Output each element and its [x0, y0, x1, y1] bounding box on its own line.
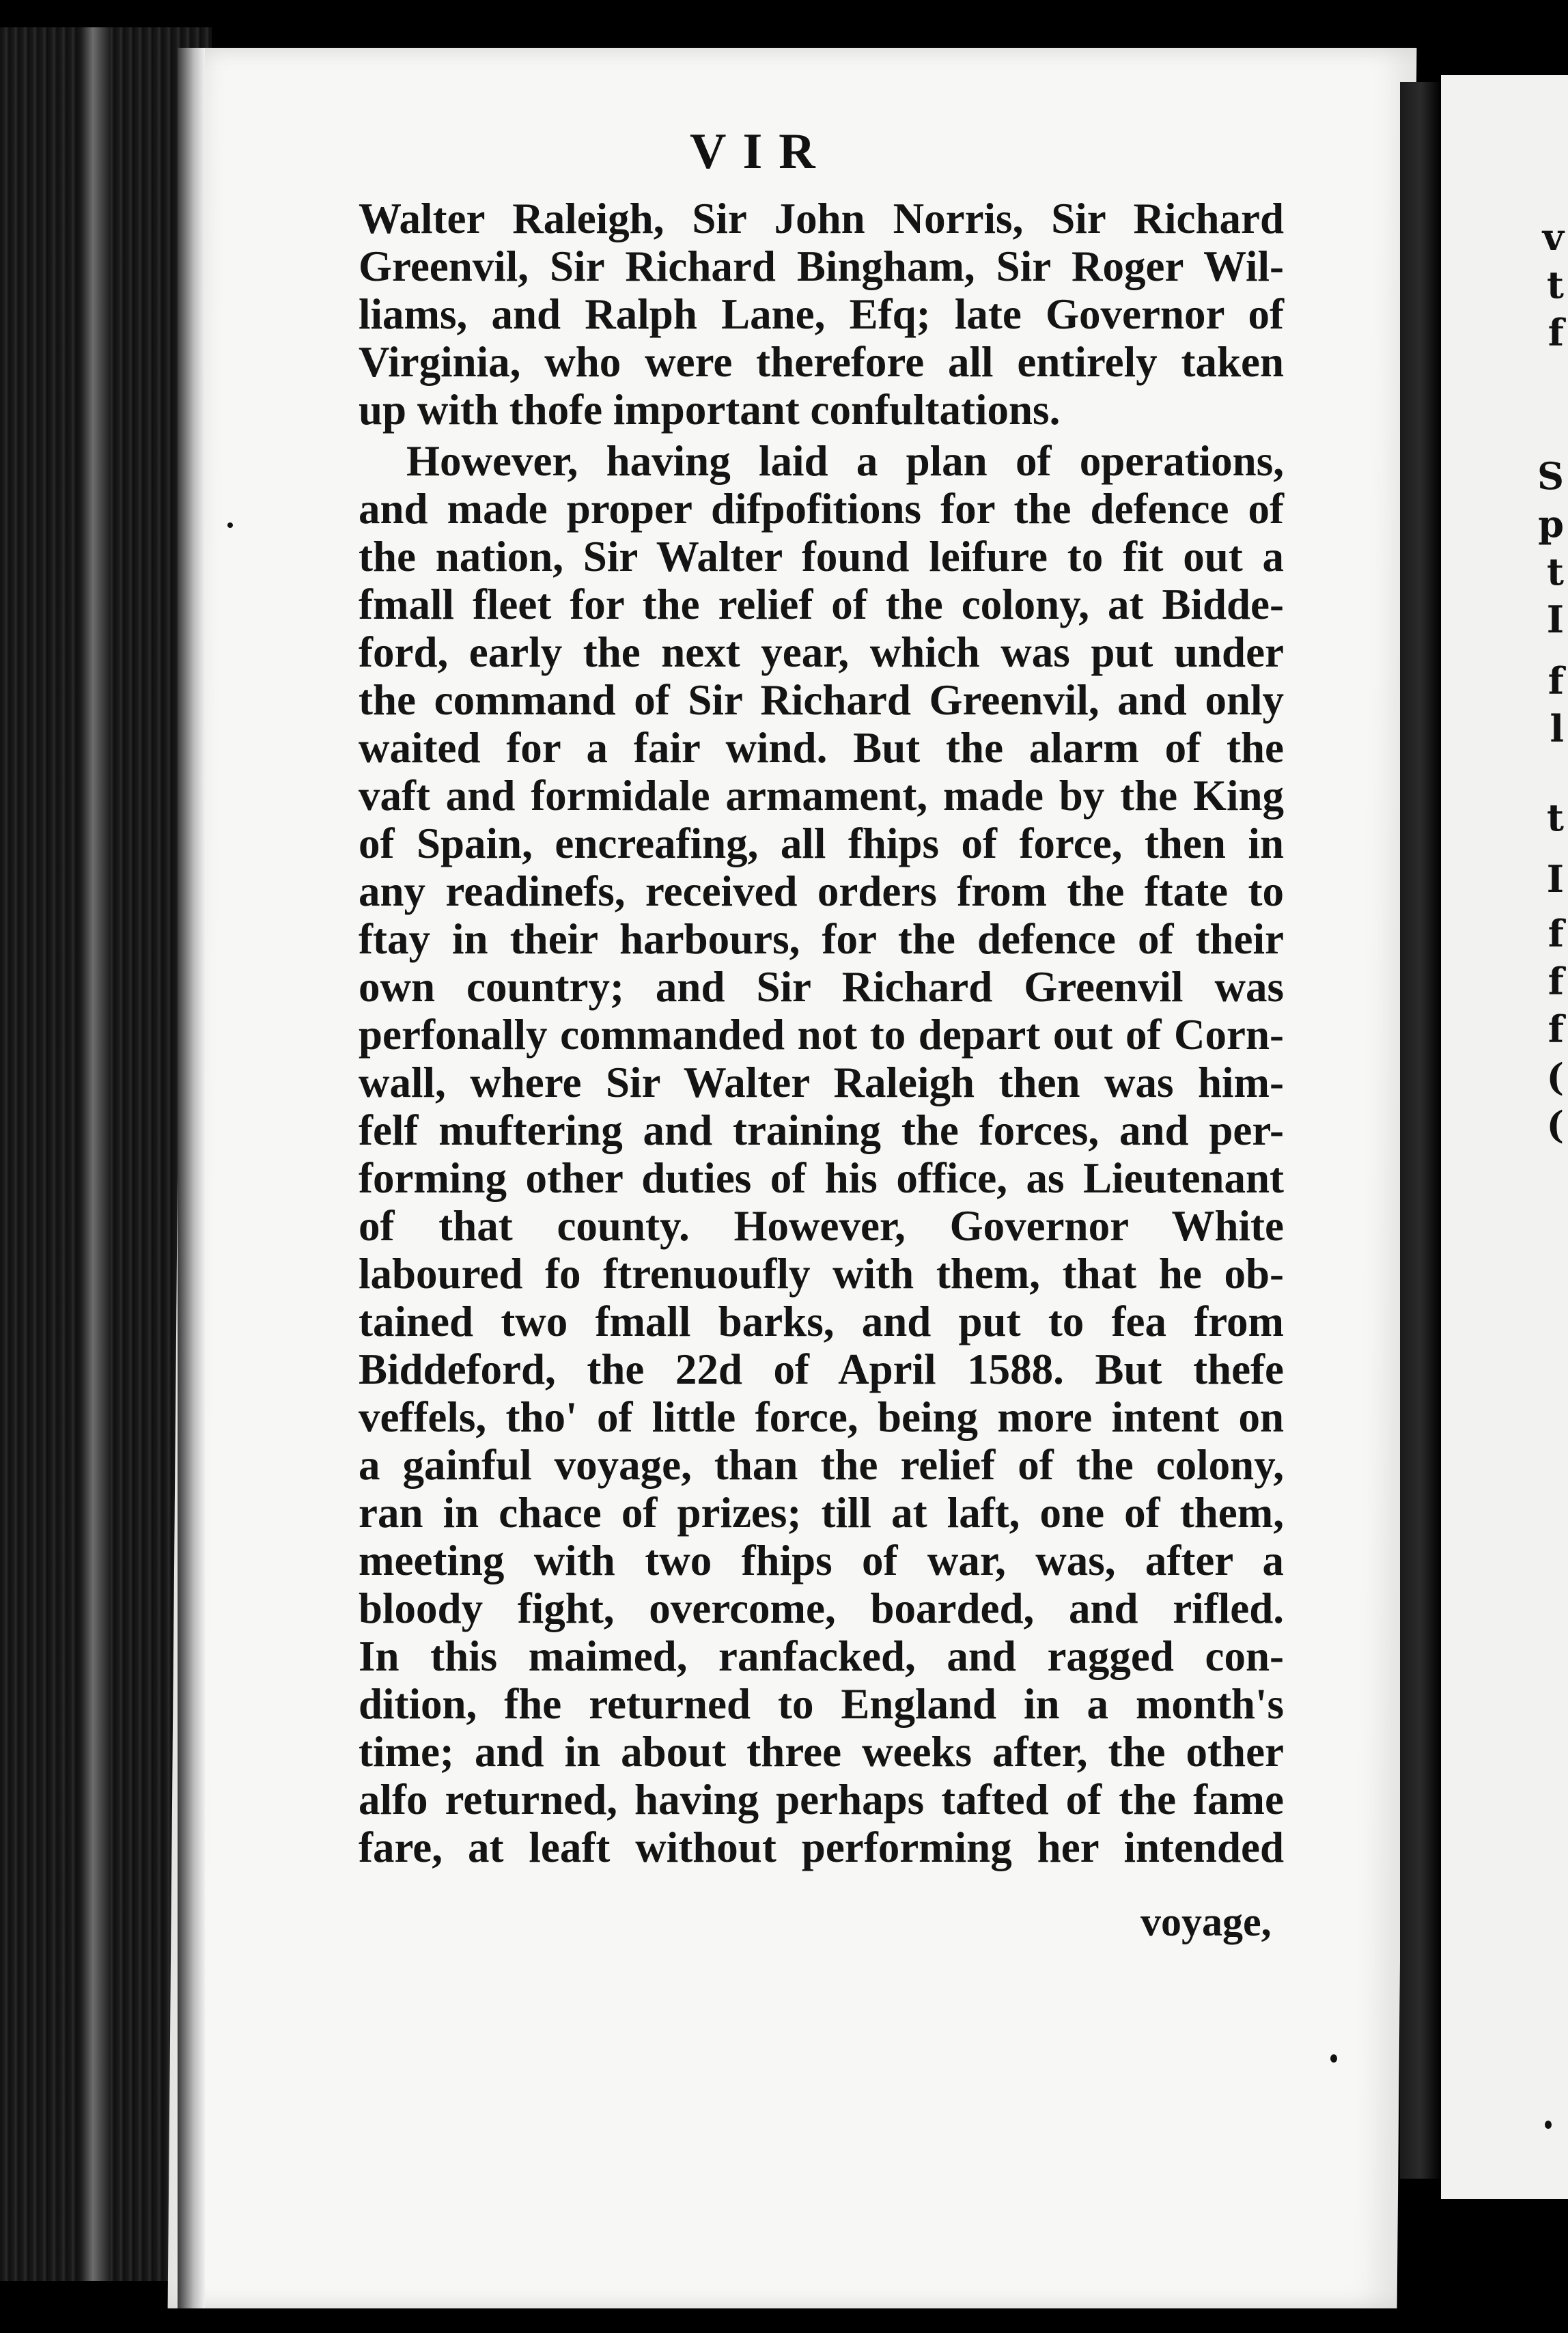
text-line: ran in chace of prizes; till at laft, one of them, [359, 1489, 1284, 1537]
text-line: up with thofe important confultations. [359, 386, 1061, 434]
text-line: vaft and formidale armament, made by the King [359, 772, 1284, 820]
next-page-strip [1441, 75, 1568, 2199]
next-page-fragment: f [1548, 960, 1564, 1003]
text-line: own country; and Sir Richard Greenvil was [359, 963, 1284, 1011]
gutter-shadow [1400, 82, 1441, 2179]
text-line: ford, early the next year, which was put under [359, 628, 1284, 676]
ink-speck [1330, 2054, 1337, 2063]
text-line: perfonally commanded not to depart out of Corn- [359, 1011, 1284, 1059]
text-line: Biddeford, the 22d of April 1588. But thefe [359, 1345, 1284, 1393]
text-line: bloody fight, overcome, boarded, and rifled. [359, 1584, 1284, 1632]
text-line: of that county. However, Governor White [359, 1202, 1284, 1250]
text-line: the nation, Sir Walter found leifure to fit out a [359, 533, 1284, 581]
text-line: dition, fhe returned to England in a month's [359, 1680, 1284, 1728]
text-line: of Spain, encreafing, all fhips of force, then in [359, 820, 1284, 867]
text-line: In this maimed, ranfacked, and ragged con- [359, 1632, 1284, 1680]
next-page-fragment: f [1548, 659, 1564, 703]
text-line: Virginia, who were therefore all entirely taken [359, 338, 1284, 386]
text-line: fmall fleet for the relief of the colony, at Bidde- [359, 581, 1284, 628]
text-line: However, having laid a plan of operations, [406, 437, 1284, 485]
text-line: and made proper difpofitions for the defence of [359, 485, 1284, 533]
text-line: liams, and Ralph Lane, Efq; late Governor of [359, 290, 1284, 338]
next-page-fragment: f [1548, 1007, 1564, 1051]
text-line: the command of Sir Richard Greenvil, and only [359, 676, 1284, 724]
ink-speck [1545, 2121, 1552, 2129]
text-line: Walter Raleigh, Sir John Norris, Sir Richard [359, 195, 1284, 242]
ink-speck [227, 522, 233, 528]
text-line: a gainful voyage, than the relief of the colony, [359, 1441, 1284, 1489]
next-page-fragment: S [1537, 454, 1564, 498]
next-page-fragment: f [1548, 311, 1564, 354]
next-page-fragment: ( [1546, 1103, 1564, 1147]
text-line: laboured fo ftrenuoufly with them, that he ob- [359, 1250, 1284, 1298]
next-page-fragment: I [1546, 598, 1564, 641]
page-fold-shadow [178, 48, 205, 2308]
next-page-fragment: f [1548, 912, 1564, 955]
text-line: forming other duties of his office, as Lieutenant [359, 1154, 1284, 1202]
text-line: Greenvil, Sir Richard Bingham, Sir Roger Wil- [359, 242, 1284, 290]
next-page-fragment: t [1547, 263, 1564, 307]
text-line: waited for a fair wind. But the alarm of the [359, 724, 1284, 772]
text-line: veffels, tho' of little force, being more intent on [359, 1393, 1284, 1441]
text-line: tained two fmall barks, and put to fea from [359, 1298, 1284, 1345]
text-line: time; and in about three weeks after, the other [359, 1728, 1284, 1776]
next-page-fragment: v [1542, 215, 1564, 259]
text-line: ftay in their harbours, for the defence of their [359, 915, 1284, 963]
page-edge-highlight [82, 27, 109, 2281]
next-page-fragment: t [1547, 550, 1564, 593]
running-head: VIR [690, 124, 832, 180]
text-line: felf muftering and training the forces, and per- [359, 1106, 1284, 1154]
next-page-fragment: t [1547, 796, 1564, 839]
text-line: alfo returned, having perhaps tafted of the fame [359, 1776, 1284, 1824]
text-line: meeting with two fhips of war, was, after a [359, 1537, 1284, 1584]
text-line: wall, where Sir Walter Raleigh then was him- [359, 1059, 1284, 1106]
text-line: any readinefs, received orders from the ftate to [359, 867, 1284, 915]
text-line: fare, at leaft without performing her intended [359, 1824, 1284, 1871]
next-page-fragment: l [1550, 707, 1564, 751]
next-page-fragment: p [1538, 502, 1564, 546]
next-page-fragment: I [1546, 857, 1564, 901]
catchword: voyage, [1140, 1899, 1272, 1944]
next-page-fragment: ( [1546, 1055, 1564, 1099]
